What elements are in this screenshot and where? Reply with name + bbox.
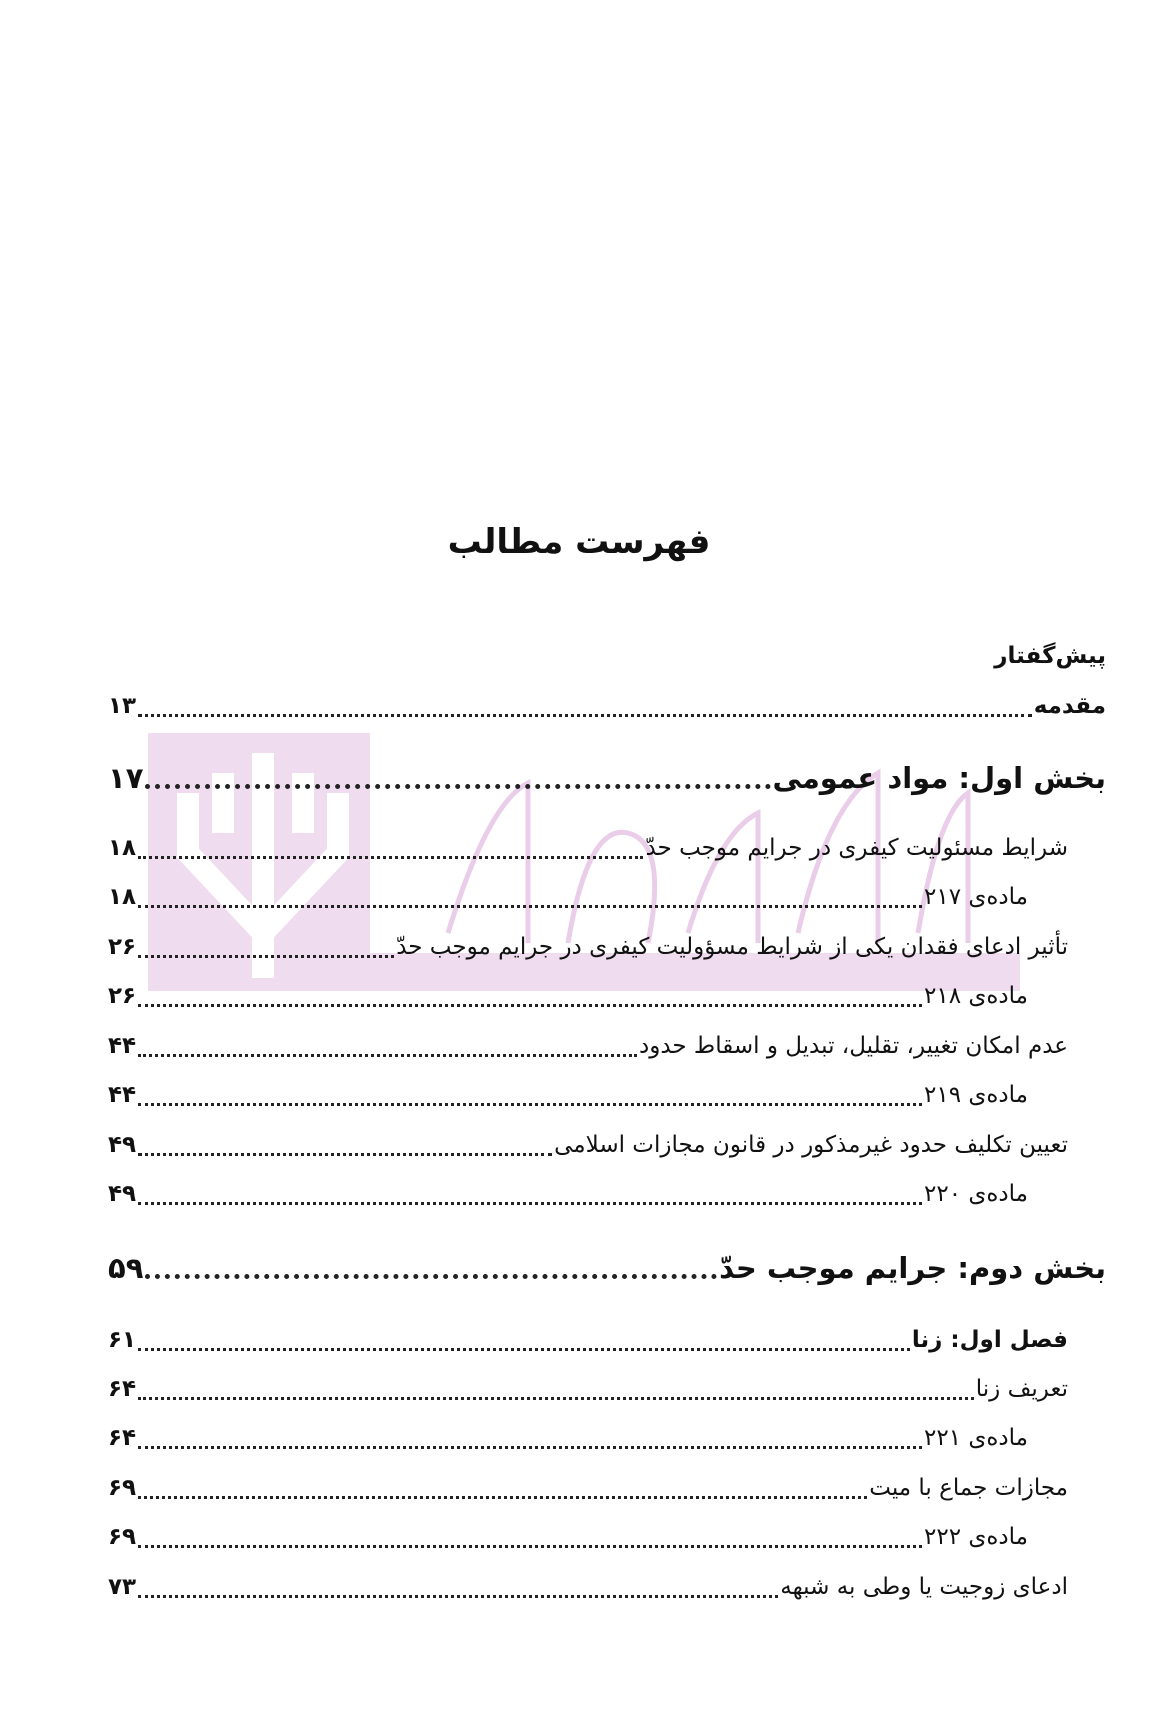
toc-entry[interactable] (108, 1517, 1028, 1557)
toc-page: ۶۴ (108, 1425, 137, 1451)
toc-page: ۴۴ (108, 1082, 137, 1108)
leader-dots (138, 955, 394, 958)
toc-page: ۷۳ (108, 1574, 137, 1600)
leader-dots (138, 856, 643, 859)
toc-label: ماده‌ی ۲۲۱ (924, 1425, 1028, 1451)
toc-entry[interactable] (108, 1369, 1068, 1409)
leader-dots (138, 1397, 974, 1400)
toc-entry[interactable] (108, 1567, 1068, 1607)
toc-entry[interactable] (108, 927, 1068, 967)
toc-label: عدم امکان تغییر، تقلیل، تبدیل و اسقاط حدود (638, 1033, 1068, 1059)
toc-page: ۶۹ (108, 1524, 137, 1550)
toc-part[interactable] (108, 1248, 1106, 1288)
toc-entry[interactable] (108, 1174, 1028, 1214)
leader-dots (138, 1103, 922, 1106)
toc-entry[interactable] (108, 1026, 1068, 1066)
leader-dots (138, 1004, 922, 1007)
toc-page: ۶۴ (108, 1376, 137, 1402)
toc-label: بخش دوم: جرایم موجب حدّ (719, 1251, 1106, 1285)
leader-dots (138, 1054, 637, 1057)
toc-entry[interactable] (108, 1468, 1068, 1508)
toc-entry[interactable] (108, 828, 1068, 868)
toc-entry[interactable] (108, 877, 1028, 917)
toc-page: ۲۶ (108, 983, 137, 1009)
toc-label: تعریف زنا (975, 1376, 1068, 1402)
toc-page: ۵۹ (108, 1251, 144, 1285)
toc-entry[interactable] (108, 1418, 1028, 1458)
toc-label: ماده‌ی ۲۲۲ (924, 1524, 1028, 1550)
toc-chapter[interactable] (108, 1320, 1068, 1360)
leader-dots (138, 1595, 778, 1598)
leader-dots (138, 1496, 867, 1499)
toc-part[interactable] (108, 758, 1106, 798)
toc-page: ۴۹ (108, 1181, 137, 1207)
toc-label: ماده‌ی ۲۱۸ (924, 983, 1028, 1009)
toc-label: تعیین تکلیف حدود غیرمذکور در قانون مجازات اسلامی (554, 1132, 1068, 1158)
leader-dots (145, 784, 770, 789)
toc-label: شرایط مسئولیت کیفری در جرایم موجب حدّ (645, 835, 1068, 861)
leader-dots (138, 1446, 922, 1449)
page-title: فهرست مطالب (447, 522, 711, 562)
leader-dots (145, 1274, 717, 1279)
toc-label: ماده‌ی ۲۱۹ (924, 1082, 1028, 1108)
toc-page: ۱۳ (108, 693, 137, 719)
toc-entry[interactable] (108, 1075, 1028, 1115)
toc-label: فصل اول: زنا (911, 1327, 1068, 1353)
toc-page: ۱۷ (108, 761, 144, 795)
leader-dots (138, 714, 1032, 717)
toc-page: ۶۹ (108, 1475, 137, 1501)
toc-page: ۲۶ (108, 934, 137, 960)
toc-page: ۱۸ (108, 835, 137, 861)
toc-entry[interactable] (108, 1125, 1068, 1165)
toc-label: ادعای زوجیت یا وطی به شبهه (780, 1574, 1068, 1600)
toc-page: ۶۱ (108, 1327, 137, 1353)
toc-label: مقدمه (1033, 693, 1106, 719)
toc-page: ۴۴ (108, 1033, 137, 1059)
leader-dots (138, 1348, 910, 1351)
leader-dots (138, 905, 922, 908)
toc-label: ماده‌ی ۲۱۷ (924, 884, 1028, 910)
preface-heading: پیش‌گفتار (994, 643, 1106, 669)
leader-dots (138, 1153, 552, 1156)
leader-dots (138, 1202, 922, 1205)
toc-page: ۱۸ (108, 884, 137, 910)
toc-entry[interactable] (108, 976, 1028, 1016)
toc-label: ماده‌ی ۲۲۰ (924, 1181, 1028, 1207)
toc-label: بخش اول: مواد عمومی (772, 761, 1106, 795)
leader-dots (138, 1545, 922, 1548)
toc-entry[interactable] (108, 686, 1106, 726)
toc-label: مجازات جماع با میت (869, 1475, 1068, 1501)
toc-page: ۴۹ (108, 1132, 137, 1158)
toc-label: تأثیر ادعای فقدان یکی از شرایط مسؤولیت کیفری در جرایم موجب حدّ (396, 934, 1068, 960)
